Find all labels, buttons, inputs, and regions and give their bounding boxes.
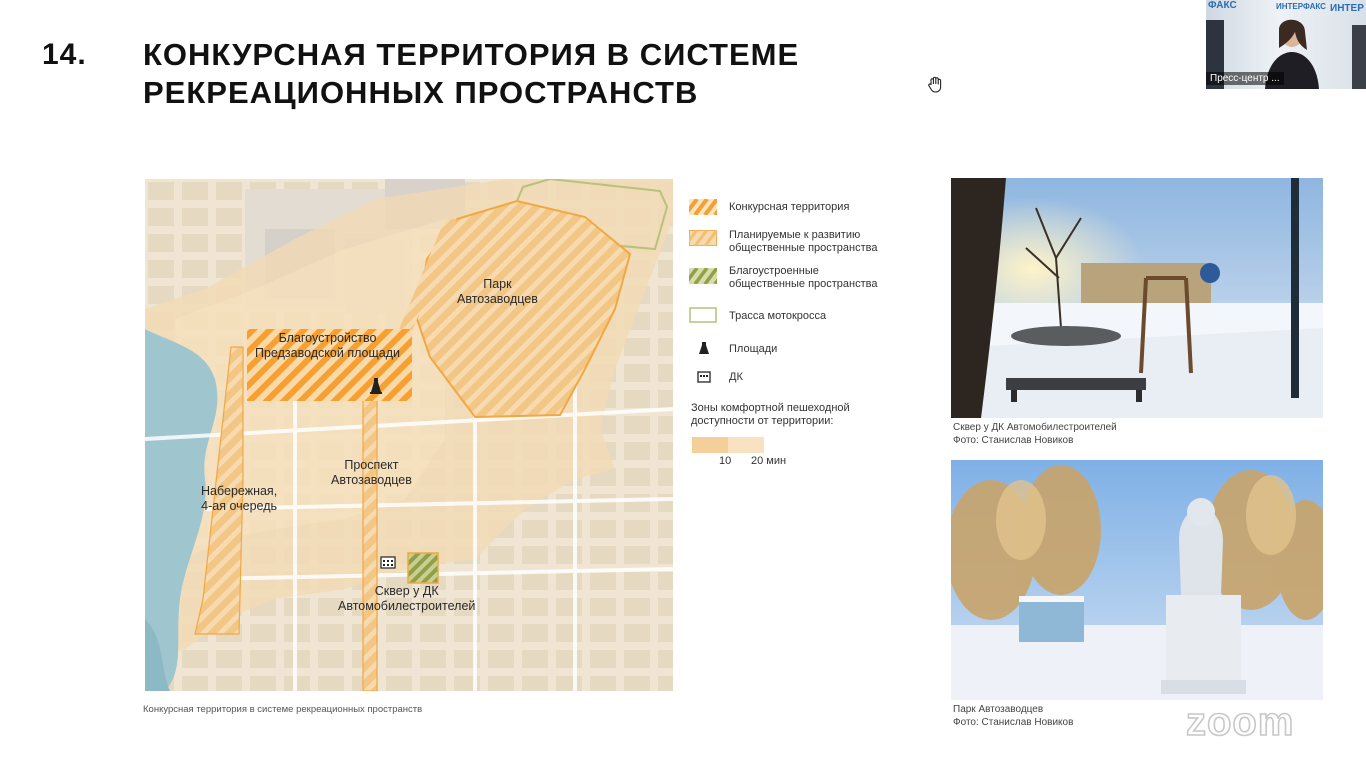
photo-skver-credit: Фото: Станислав Новиков — [953, 435, 1074, 446]
map-label-park: Парк Автозаводцев — [457, 277, 538, 306]
square-marker-icon — [697, 342, 711, 356]
dk-building-icon — [697, 371, 711, 383]
brand-text-left: ФАКС — [1208, 0, 1237, 11]
brand-text-mid: ИНТЕРФАКС — [1276, 2, 1326, 11]
legend-swatch-competition — [689, 199, 717, 215]
legend-zone-10: 10 — [719, 455, 732, 467]
map-label-skver: Сквер у ДК Автомобилестроителей — [338, 584, 476, 613]
slide-title-line-2: РЕКРЕАЦИОННЫХ ПРОСТРАНСТВ — [143, 75, 699, 110]
legend-label-improved: Благоустроенные общественные пространства — [729, 265, 878, 290]
photo-park-credit: Фото: Станислав Новиков — [953, 717, 1074, 728]
hand-cursor-icon — [926, 75, 946, 95]
legend-zone-bar — [692, 437, 764, 453]
legend-label-squares: Площади — [729, 343, 778, 355]
participant-name-label: Пресс-центр ... — [1206, 72, 1284, 85]
legend-swatch-improved — [689, 268, 717, 284]
photo-skver — [951, 178, 1323, 418]
legend-label-planned: Планируемые к развитию общественные пространства — [729, 229, 878, 254]
legend-label-competition: Конкурсная территория — [729, 201, 850, 213]
map-caption: Конкурсная территория в системе рекреационных пространств — [143, 704, 423, 715]
brand-text-right: ИНТЕР — [1330, 3, 1364, 14]
photo-skver-caption: Сквер у ДК Автомобилестроителей — [953, 422, 1117, 433]
recreation-map — [145, 179, 673, 691]
legend-swatch-planned — [689, 230, 717, 246]
map-graphic — [145, 179, 673, 691]
zoom-watermark-logo: zoom — [1186, 700, 1295, 744]
slide-title — [143, 36, 799, 112]
map-label-square: Благоустройство Предзаводской площади — [255, 331, 400, 360]
legend-label-dk: ДК — [729, 371, 743, 383]
map-label-prospect: Проспект Автозаводцев — [331, 458, 412, 487]
legend-swatch-motocross — [689, 307, 717, 323]
legend-label-motocross: Трасса мотокросса — [729, 310, 827, 322]
photo-park-caption: Парк Автозаводцев — [953, 704, 1044, 715]
slide-number: 14. — [42, 38, 87, 71]
map-label-embankment: Набережная, 4-ая очередь — [201, 484, 278, 513]
slide-title-line-1: КОНКУРСНАЯ ТЕРРИТОРИЯ В СИСТЕМЕ — [143, 37, 800, 72]
photo-park — [951, 460, 1323, 700]
legend-zones-title: Зоны комфортной пешеходной доступности от территории: — [691, 402, 850, 427]
participant-video-thumbnail[interactable] — [1206, 0, 1366, 89]
legend-zone-20: 20 мин — [751, 455, 787, 467]
